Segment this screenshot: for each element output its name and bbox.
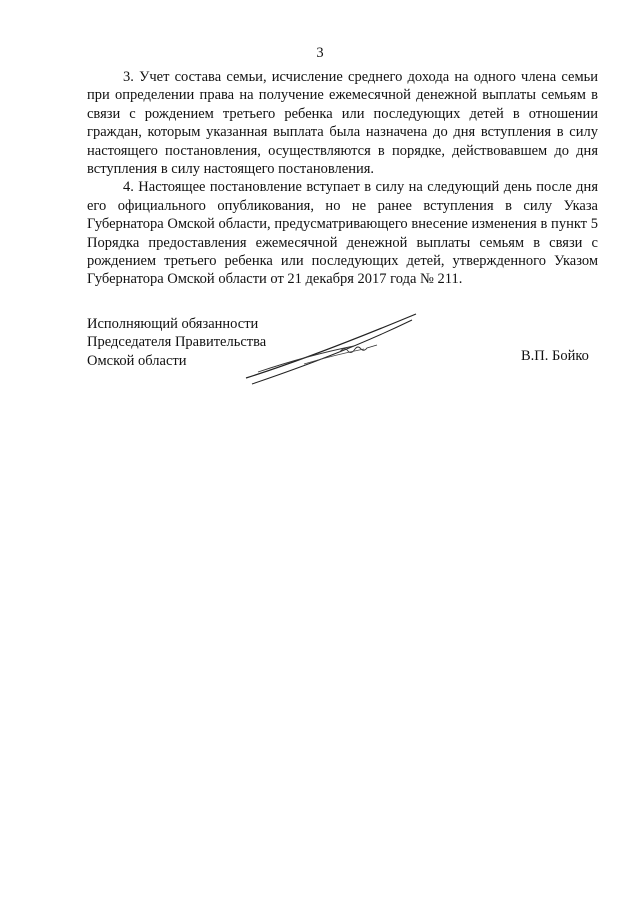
document-body: [87, 68, 598, 289]
signer-name: В.П. Бойко: [521, 348, 589, 364]
position-line: Исполняющий обязанности: [87, 316, 259, 332]
signatory-position: [87, 315, 266, 370]
paragraph-4: 4. Настоящее постановление вступает в силу на следующий день после дня его официального опубликования, но не ранее вступления в силу Указа Губернатора Омской области, предусматривающего внесение изменения в пункт 5 Порядка предоставления ежемесячной денежной выплаты семьям в связи с рождением третьего ребенка или последующих детей, утвержденного Указом Губернатора Омской области от 21 декабря 2017 года № 211.: [87, 179, 598, 288]
position-line: Омской области: [87, 352, 187, 369]
handwritten-signature: [244, 308, 424, 390]
position-line: Председателя Правительства: [87, 334, 267, 351]
page-number: 3: [316, 45, 324, 61]
paragraph-3: 3. Учет состава семьи, исчисление среднего дохода на одного члена семьи при определении права на получение ежемесячной денежной выплаты семьям в связи с рождением третьего ребенка или последующих детей в отношении граждан, которым указанная выплата была назначена до дня вступления в силу настоящего постановления, осуществляются в порядке, действовавшем до дня вступления в силу настоящего постановления.: [87, 69, 598, 178]
